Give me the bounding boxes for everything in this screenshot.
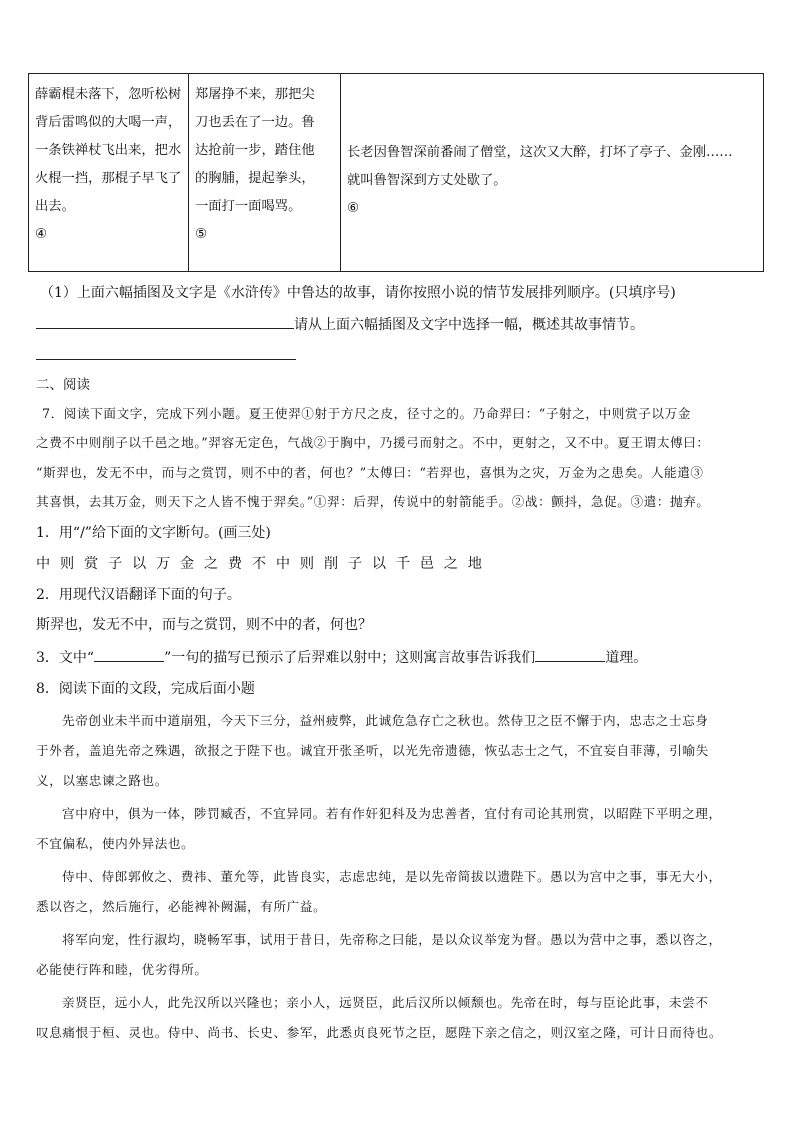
q8-line: 悉以咨之，然后施行，必能裨补阙漏，有所广益。 [36,899,327,914]
sub3-prefix: 3．文中“ [36,650,95,666]
q7-line: 7．阅读下面文字，完成下列小题。夏王使羿①射于方尺之皮，径寸之的。乃命羿曰：“子射之，中则赏子以万金 [42,406,691,421]
cell-line: 长老因鲁智深前番闹了僧堂，这次又大醉，打坏了亭子、金刚…… [347,144,733,160]
section-title: 二、阅读 [36,377,90,393]
q8-line: 侍中、侍郎郭攸之、费祎、董允等，此皆良实，志虑忠纯，是以先帝简拔以遗陛下。愚以为宫中之事，事无大小， [62,869,722,884]
answer-blank[interactable] [94,647,164,662]
story-table [28,73,764,272]
cell-number: ④ [35,227,47,242]
q1-answer-line [36,314,644,334]
cell-line: 火棍一挡，那棍子早飞了 [35,171,182,186]
sub3-line [36,647,647,667]
sub3-suffix: 道理。 [605,650,648,666]
cell-number: ⑤ [195,227,207,242]
q8-line: 义，以塞忠谏之路也。 [36,773,168,788]
sub3-mid: ”一句的描写已预示了后羿难以射中；这则寓言故事告诉我们 [164,650,536,666]
q7-line: 其喜惧，去其万金，则天下之人皆不愧于羿矣。”①羿：后羿，传说中的射箭能手。②战：颤抖，急促。③遣：抛弃。 [36,494,710,509]
story-cell-5 [189,74,341,272]
cell-line: 出去。 [35,199,75,214]
q1-text: （1）上面六幅插图及文字是《水浒传》中鲁达的故事，请你按照小说的情节发展排列顺序。(只填序号) [40,285,676,301]
cell-line: 一条铁禅杖飞出来，把水 [35,143,182,158]
cell-line: 薛霸棍未落下，忽听松树 [35,87,182,102]
q8-title: 8．阅读下面的文段，完成后面小题 [36,681,255,697]
sub2-title: 2．用现代汉语翻译下面的句子。 [36,587,241,603]
answer-blank[interactable] [535,647,605,662]
cell-line: 就叫鲁智深到方丈处歇了。 [347,172,507,188]
q8-line: 先帝创业未半而中道崩殂，今天下三分，益州疲弊，此诚危急存亡之秋也。然侍卫之臣不懈于内，忠志之士忘身 [62,713,709,728]
q8-line: 叹息痛恨于桓、灵也。侍中、尚书、长史、参军，此悉贞良死节之臣，愿陛下亲之信之，则汉室之隆，可计日而待也。 [36,1025,723,1040]
cell-line: 一面打一面喝骂。 [195,199,302,214]
q7-line: 之费不中则削子以千邑之地。”羿容无定色，气战②于胸中，乃援弓而射之。不中，更射之，又不中。夏王谓太傅曰： [36,435,710,450]
sub1-title: 1．用“/”给下面的文字断句。(画三处) [36,525,271,541]
sub2-text: 斯羿也，发无不中，而与之赏罚，则不中的者，何也？ [36,617,372,633]
cell-line: 的胸脯，提起拳头， [195,171,315,186]
cell-line: 郑屠挣不来，那把尖 [195,87,315,102]
answer-rule[interactable] [36,359,296,360]
q1-text2: 请从上面六幅插图及文字中选择一幅，概述其故事情节。 [294,317,644,333]
sub1-text: 中则赏子以万金之费不中则削子以千邑之地 [36,556,492,572]
q8-line: 于外者，盖追先帝之殊遇，欲报之于陛下也。诚宜开张圣听，以光先帝遗德，恢弘志士之气，不宜妄自菲薄，引喻失 [36,743,709,758]
q7-line: “斯羿也，发无不中，而与之赏罚，则不中的者，何也？”太傅曰：“若羿也，喜惧为之灾，万金为之患矣。人能遣③ [36,465,704,480]
q8-line: 必能使行阵和睦，优劣得所。 [36,962,208,977]
story-cell-4 [29,74,189,272]
story-cell-6 [341,74,764,272]
cell-line: 达抢前一步，踏住他 [195,143,315,158]
q8-line: 亲贤臣，远小人，此先汉所以兴隆也；亲小人，远贤臣，此后汉所以倾颓也。先帝在时，每与臣论此事，未尝不 [62,995,709,1010]
cell-line: 刀也丢在了一边。鲁 [195,115,315,130]
answer-blank[interactable] [36,314,294,329]
q8-line: 宫中府中，俱为一体，陟罚臧否，不宜异同。若有作奸犯科及为忠善者，宜付有司论其刑赏，以昭陛下平明之理， [62,806,722,821]
q8-line: 不宜偏私，使内外异法也。 [36,836,195,851]
q8-line: 将军向宠，性行淑均，晓畅军事，试用于昔日，先帝称之曰能，是以众议举宠为督。愚以为营中之事，悉以咨之， [62,932,722,947]
cell-line: 背后雷鸣似的大喝一声， [35,115,182,130]
cell-number: ⑥ [347,200,359,216]
